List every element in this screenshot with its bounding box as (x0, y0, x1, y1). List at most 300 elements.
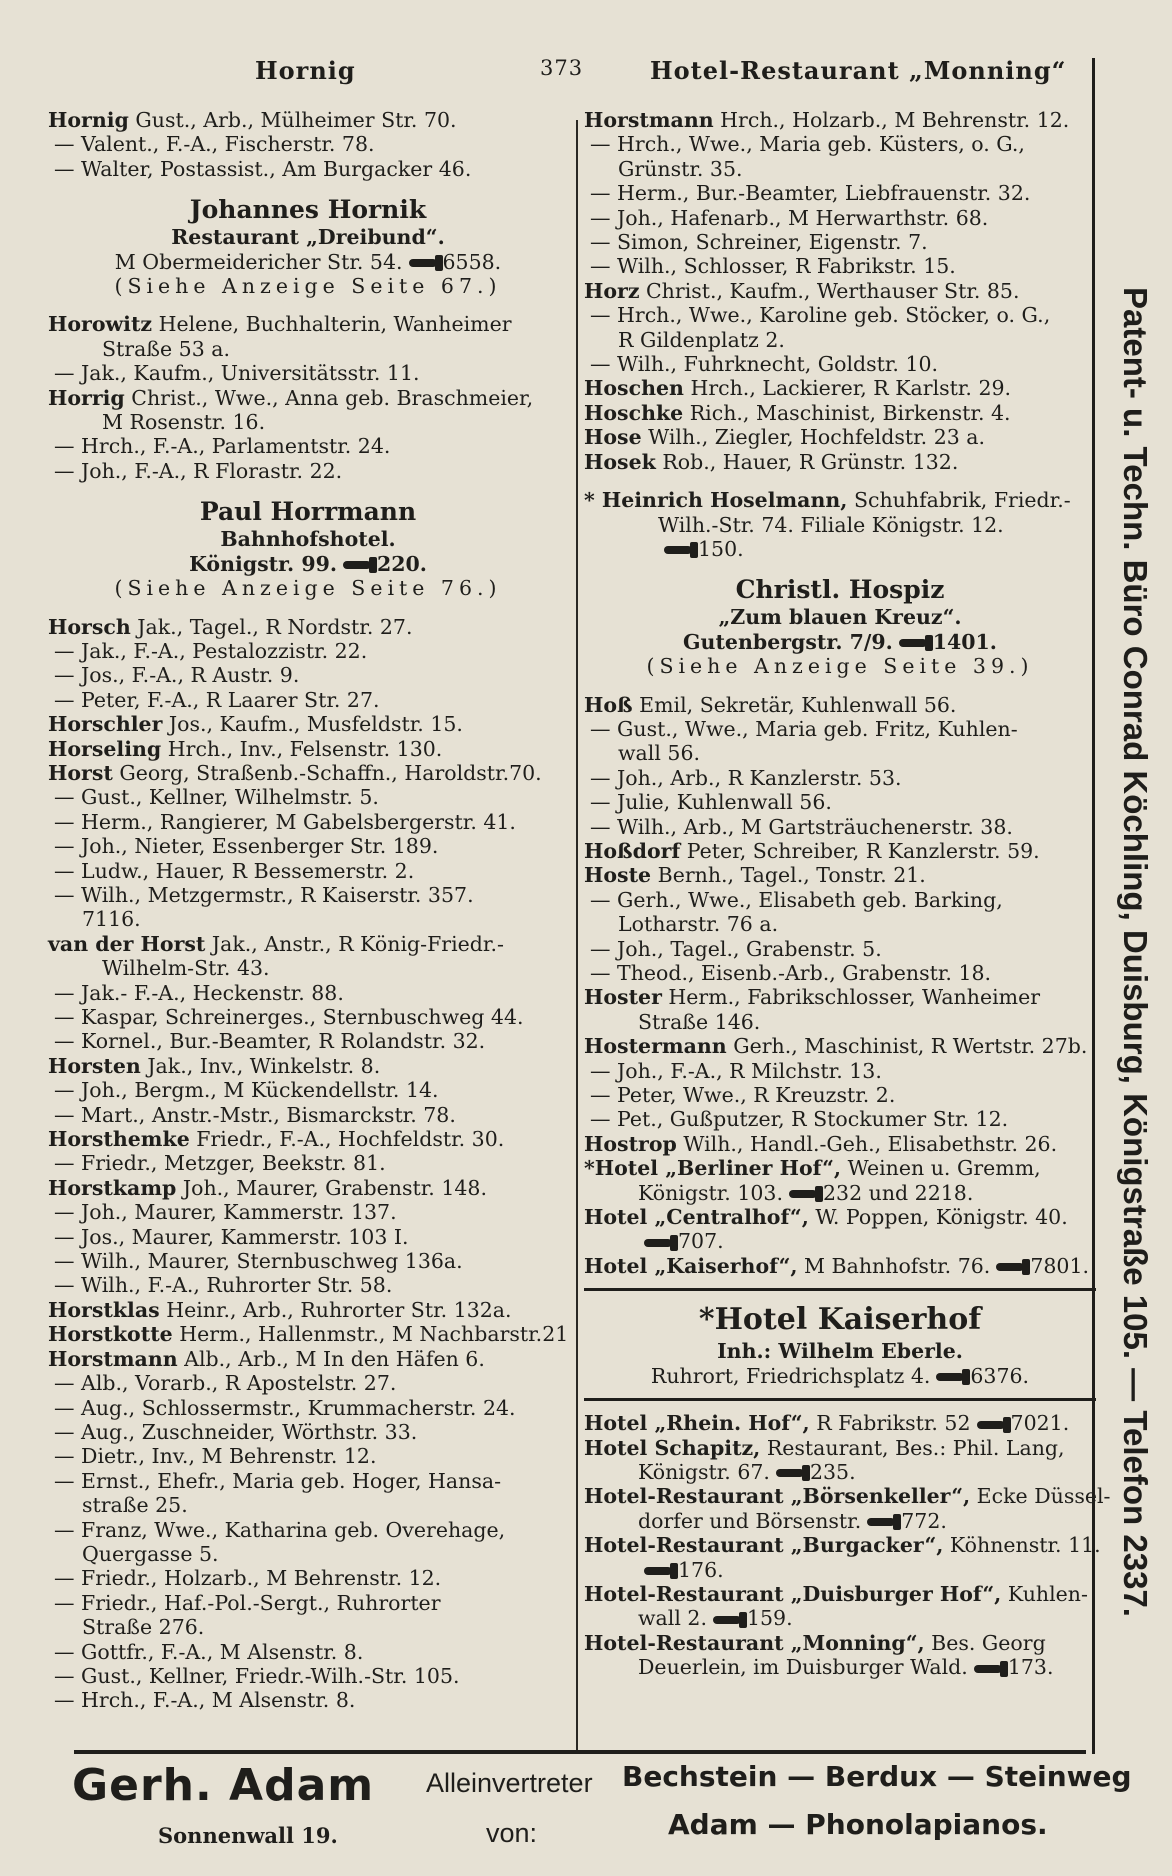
footer-brands-line-2: Adam — Phonolapianos. (668, 1808, 1048, 1841)
entry-text: Joh., Arb., R Kanzlerstr. 53. (610, 765, 902, 790)
entry-text: R Fabrikstr. 52 (809, 1411, 971, 1436)
directory-entry (584, 254, 1096, 278)
directory-entry (584, 401, 1096, 425)
entry-name: Horstkamp (48, 1175, 177, 1200)
directory-entry (48, 663, 568, 687)
entry-name: Hotel „Centralhof“, (584, 1205, 809, 1230)
entry-group-3 (584, 1411, 1111, 1680)
entry-text: Pet., Gußputzer, R Stockumer Str. 12. (610, 1107, 1009, 1132)
directory-entry (48, 834, 568, 858)
directory-entry (48, 883, 568, 932)
ad-phone: 6376. (970, 1363, 1030, 1388)
entry-name: Horstmann (584, 108, 714, 132)
ad-phone: 1401. (932, 629, 997, 654)
entry-text: Jak., Kaufm., Universitätsstr. 11. (74, 361, 420, 386)
directory-entry (48, 132, 568, 156)
entry-name: — (590, 887, 611, 912)
entry-text: Gust., Wwe., Maria geb. Fritz, Kuhlen- (610, 716, 1018, 741)
entry-phone: 176. (678, 1557, 724, 1582)
directory-entry (48, 1225, 568, 1249)
entry-text: Wilh., Fuhrknecht, Goldstr. 10. (610, 352, 939, 377)
directory-entry (48, 785, 568, 809)
directory-entry (48, 1591, 568, 1640)
column-divider (576, 120, 578, 1750)
right-column (584, 108, 1111, 1680)
entry-name: — (54, 1590, 75, 1615)
directory-entry (48, 1640, 568, 1664)
entry-name: — (590, 765, 611, 790)
entry-name: * Heinrich Hoselmann, (584, 488, 848, 513)
entry-text: Wilh., Ziegler, Hochfeldstr. 23 a. (641, 425, 986, 450)
entry-text: Gust., Kellner, Friedr.-Wilh.-Str. 105. (74, 1663, 460, 1688)
footer-address: Sonnenwall 19. (158, 1823, 338, 1848)
entry-name: — (590, 961, 611, 985)
directory-entry (584, 1436, 1096, 1485)
entry-name: — (590, 1058, 611, 1083)
entry-name: Hotel-Restaurant „Burgacker“, (584, 1533, 944, 1558)
entry-name: Hoßdorf (584, 838, 681, 863)
directory-entry (48, 1273, 568, 1297)
entry-text: Rich., Maschinist, Birkenstr. 4. (683, 400, 1011, 425)
entry-name: — (54, 1468, 75, 1493)
directory-entry (48, 1444, 568, 1468)
entry-name: — (54, 809, 75, 834)
directory-entry (48, 1029, 568, 1053)
entry-phone: 159. (746, 1606, 793, 1631)
entry-continuation: Königstr. 67. (638, 1459, 770, 1484)
entry-hoselmann (584, 488, 1096, 561)
entry-name: — (54, 1371, 75, 1396)
entry-text: Jos., F.-A., R Austr. 9. (74, 663, 300, 688)
entry-continuation: straße 25. (82, 1493, 188, 1518)
entry-continuation: Wilhelm-Str. 43. (102, 956, 270, 981)
directory-entry (48, 1176, 568, 1200)
directory-entry (584, 766, 1096, 790)
entry-name: Hostermann (584, 1034, 727, 1059)
entry-name: Hoste (584, 863, 652, 888)
directory-entry (48, 1664, 568, 1688)
entry-name: Hoß (584, 692, 633, 717)
entry-continuation: Königstr. 103. (638, 1180, 783, 1205)
entry-text: Hrch., Wwe., Maria geb. Küsters, o. G., (610, 132, 1025, 157)
entry-group-1 (584, 108, 1096, 474)
telephone-icon (977, 1421, 1005, 1429)
directory-entry (584, 717, 1096, 766)
directory-entry (584, 1156, 1096, 1205)
entry-name: — (54, 834, 75, 859)
telephone-icon (996, 1263, 1024, 1271)
entry-name: — (54, 434, 75, 459)
entry-name: — (54, 1419, 75, 1444)
ad-title: *Hotel Kaiserhof (698, 1302, 982, 1338)
directory-entry (584, 1533, 1101, 1582)
entry-text: Wilh., F.-A., Ruhrorter Str. 58. (74, 1273, 393, 1298)
ad-address: M Obermeidericher Str. 54. (114, 249, 403, 274)
entry-text: Herm., Bur.-Beamter, Liebfrauenstr. 32. (610, 181, 1031, 206)
footer-allein: Alleinvertreter (426, 1768, 593, 1798)
side-advertisement (1106, 172, 1164, 1732)
entry-continuation: wall 2. (638, 1606, 707, 1631)
entry-text: Georg, Straßenb.-Schaffn., Haroldstr.70. (112, 760, 542, 785)
entry-group-2 (48, 312, 568, 483)
entry-name: Hotel „Kaiserhof“, (584, 1253, 798, 1278)
entry-phone: 707. (678, 1229, 724, 1254)
entry-name: — (54, 1102, 75, 1127)
entry-text: Kaspar, Schreinerges., Sternbuschweg 44. (74, 1005, 524, 1029)
entry-group-3 (48, 615, 568, 1713)
ad-reference: (Siehe Anzeige Seite 76.) (114, 576, 502, 601)
entry-name: — (54, 1395, 75, 1420)
entry-text: Hrch., F.-A., M Alsenstr. 8. (74, 1688, 356, 1713)
entry-text: Friedr., F.-A., Hochfeldstr. 30. (189, 1127, 505, 1152)
directory-entry (584, 1582, 1096, 1631)
entry-text: Bes. Georg (924, 1630, 1046, 1655)
entry-text: Joh., F.-A., R Florastr. 22. (74, 458, 343, 483)
directory-entry (48, 1005, 568, 1029)
entry-name: — (54, 785, 75, 810)
entry-text: Bernh., Tagel., Tonstr. 21. (651, 863, 926, 888)
entry-name: — (590, 936, 611, 961)
entry-text: Aug., Schlossermstr., Krummacherstr. 24. (74, 1395, 516, 1420)
entry-text: Helene, Buchhalterin, Wanheimer (152, 312, 512, 337)
ad-hospiz (584, 575, 1096, 678)
telephone-icon (664, 546, 692, 554)
entry-text: Gottfr., F.-A., M Alsenstr. 8. (74, 1639, 364, 1664)
entry-phone: 232 und 2218. (822, 1180, 974, 1205)
ad-subtitle: Restaurant „Dreibund“. (171, 225, 445, 250)
ad-kaiserhof (584, 1301, 1096, 1388)
entry-text: Franz, Wwe., Katharina geb. Overehage, (74, 1517, 506, 1542)
directory-entry (48, 1347, 568, 1371)
directory-entry (584, 1107, 1096, 1131)
footer-brand: Gerh. Adam (72, 1760, 375, 1811)
directory-entry (584, 1631, 1096, 1680)
header-left: Hornig (255, 56, 356, 85)
entry-name: — (590, 132, 611, 157)
entry-continuation: wall 56. (618, 741, 700, 766)
entry-name: — (54, 1005, 75, 1029)
entry-continuation: Deuerlein, im Duisburger Wald. (638, 1655, 968, 1680)
directory-entry (48, 1103, 568, 1127)
directory-entry (584, 1132, 1096, 1156)
entry-text: W. Poppen, Königstr. 40. (808, 1205, 1068, 1230)
entry-text: Christ., Kaufm., Werthauser Str. 85. (639, 278, 1020, 303)
ad-address: Königstr. 99. (189, 551, 337, 576)
entry-name: — (590, 1083, 611, 1108)
directory-entry (584, 1205, 1096, 1254)
entry-text: Weinen u. Gremm, (841, 1156, 1041, 1181)
entry-name: — (54, 1663, 75, 1688)
directory-entry (48, 1127, 568, 1151)
directory-entry (584, 450, 1096, 474)
entry-text: Ludw., Hauer, R Bessemerstr. 2. (74, 858, 415, 883)
ad-rule-bottom (584, 1398, 1096, 1401)
directory-entry (584, 181, 1096, 205)
entry-name: Hotel „Rhein. Hof“, (584, 1411, 810, 1436)
entry-text: Jos., Kaufm., Musfeldstr. 15. (162, 712, 463, 737)
entry-text: Hrch., Inv., Felsenstr. 130. (161, 736, 443, 761)
directory-entry (48, 1151, 568, 1175)
entry-text: Theod., Eisenb.-Arb., Grabenstr. 18. (610, 961, 992, 985)
entry-name: — (54, 858, 75, 883)
entry-name: Horstklas (48, 1297, 160, 1322)
header-right: Hotel-Restaurant „Monning“ (650, 56, 1067, 85)
entry-name: — (590, 352, 611, 377)
directory-entry (48, 1420, 568, 1444)
footer-von: von: (486, 1818, 538, 1848)
directory-entry (584, 937, 1096, 961)
directory-entry (584, 985, 1096, 1034)
entry-text: Valent., F.-A., Fischerstr. 78. (74, 132, 375, 157)
entry-text: Restaurant, Bes.: Phil. Lang, (760, 1435, 1065, 1460)
ad-address: Gutenbergstr. 7/9. (683, 629, 893, 654)
directory-entry (48, 1518, 568, 1567)
entry-name: — (54, 361, 75, 386)
directory-entry (48, 312, 568, 361)
entry-name: — (54, 980, 75, 1005)
entry-text: Hrch., Wwe., Karoline geb. Stöcker, o. G., (610, 303, 1051, 328)
directory-entry (48, 157, 568, 181)
directory-entry (48, 1469, 568, 1518)
entry-name: — (590, 814, 611, 839)
entry-text: Heinr., Arb., Ruhrorter Str. 132a. (159, 1297, 512, 1322)
entry-text: Emil, Sekretär, Kuhlenwall 56. (632, 692, 957, 717)
directory-entry (584, 1254, 1096, 1278)
entry-name: — (590, 1107, 611, 1132)
entry-name: — (590, 790, 611, 815)
entry-text: Joh., Tagel., Grabenstr. 5. (610, 936, 882, 961)
entry-continuation: Quergasse 5. (82, 1541, 219, 1566)
telephone-icon (899, 639, 927, 647)
directory-entry (48, 1322, 568, 1346)
entry-text: Alb., Vorarb., R Apostelstr. 27. (74, 1371, 397, 1396)
entry-name: — (54, 1078, 75, 1103)
entry-group-1 (48, 108, 568, 181)
ad-title: Johannes Hornik (189, 195, 427, 225)
directory-entry (48, 639, 568, 663)
ad-address-line (584, 630, 1096, 654)
directory-entry (48, 712, 568, 736)
entry-name: Horsten (48, 1053, 141, 1078)
directory-entry (48, 1200, 568, 1224)
directory-entry (48, 1298, 568, 1322)
entry-text: Joh., Maurer, Grabenstr. 148. (176, 1175, 487, 1200)
ad-subtitle: Bahnhofshotel. (220, 527, 396, 552)
telephone-icon (713, 1616, 741, 1624)
entry-name: — (54, 638, 75, 663)
entry-phone: 235. (809, 1459, 856, 1484)
entry-name: — (54, 663, 75, 688)
ad-reference: (Siehe Anzeige Seite 67.) (114, 274, 502, 299)
entry-name: Hostrop (584, 1131, 677, 1156)
entry-continuation: Straße 146. (638, 1009, 761, 1034)
directory-entry (584, 376, 1096, 400)
directory-entry (584, 279, 1096, 303)
ad-address-line (584, 1364, 1096, 1388)
entry-text: Joh., Maurer, Kammerstr. 137. (74, 1200, 397, 1225)
ad-address-line (48, 552, 568, 576)
entry-continuation: Straße 276. (82, 1615, 205, 1640)
entry-text: Peter, F.-A., R Laarer Str. 27. (74, 687, 380, 712)
entry-name: — (54, 1517, 75, 1542)
directory-entry (584, 1411, 1096, 1435)
entry-text: Peter, Wwe., R Kreuzstr. 2. (610, 1083, 896, 1108)
telephone-icon (867, 1518, 895, 1526)
entry-phone: 7801. (1030, 1253, 1090, 1278)
entry-name: Horrig (48, 385, 125, 410)
entry-text: Joh., Nieter, Essenberger Str. 189. (74, 834, 439, 859)
entry-text: Walter, Postassist., Am Burgacker 46. (74, 156, 472, 181)
directory-entry (48, 434, 568, 458)
ad-subtitle: Inh.: Wilhelm Eberle. (717, 1339, 963, 1364)
entry-text: Peter, Schreiber, R Kanzlerstr. 59. (680, 838, 1040, 863)
telephone-icon (936, 1373, 964, 1381)
entry-name: — (54, 1273, 75, 1298)
entry-name: — (590, 230, 611, 255)
entry-phone: 150. (698, 536, 744, 561)
entry-text: Dietr., Inv., M Behrenstr. 12. (74, 1444, 377, 1469)
directory-entry (584, 693, 1096, 717)
directory-entry (48, 386, 568, 435)
directory-entry (48, 1371, 568, 1395)
entry-text: Gust., Arb., Mülheimer Str. 70. (128, 108, 457, 132)
directory-entry (48, 1249, 568, 1273)
entry-name: — (54, 882, 75, 907)
directory-entry (584, 303, 1096, 352)
entry-name: — (54, 1249, 75, 1274)
telephone-icon (974, 1665, 1002, 1673)
entry-text: Joh., F.-A., R Milchstr. 13. (610, 1058, 882, 1083)
entry-name: Horowitz (48, 312, 153, 337)
entry-text: Ernst., Ehefr., Maria geb. Hoger, Hansa- (74, 1468, 502, 1493)
entry-text: M Bahnhofstr. 76. (797, 1253, 991, 1278)
entry-name: Horsch (48, 614, 131, 639)
entry-text: Friedr., Metzger, Beekstr. 81. (74, 1151, 386, 1176)
directory-entry (48, 1396, 568, 1420)
entry-name: Hotel-Restaurant „Börsenkeller“, (584, 1484, 971, 1509)
entry-text: Jak., F.-A., Pestalozzistr. 22. (74, 638, 368, 663)
entry-text: Julie, Kuhlenwall 56. (610, 790, 832, 815)
directory-entry (48, 615, 568, 639)
directory-entry (48, 1078, 568, 1102)
entry-name: Hoschke (584, 400, 684, 425)
directory-entry (48, 1054, 568, 1078)
entry-name: — (54, 1688, 75, 1713)
ad-address: Ruhrort, Friedrichsplatz 4. (650, 1363, 931, 1388)
entry-name: Hornig (48, 108, 129, 132)
directory-entry (48, 761, 568, 785)
entry-text: Jos., Maurer, Kammerstr. 103 I. (74, 1224, 409, 1249)
entry-text: Wilh., Handl.-Geh., Elisabethstr. 26. (676, 1131, 1058, 1156)
entry-name: Horstkotte (48, 1322, 173, 1347)
ad-horrmann (48, 497, 568, 600)
entry-text: Herm., Hallenmstr., M Nachbarstr.21 (172, 1322, 569, 1347)
page-number: 373 (540, 56, 584, 80)
directory-entry (584, 961, 1096, 985)
entry-text: Hrch., F.-A., Parlamentstr. 24. (74, 434, 391, 459)
telephone-icon (644, 1239, 672, 1247)
entry-text: Rob., Hauer, R Grünstr. 132. (655, 449, 959, 474)
ad-phone: 6558. (442, 249, 502, 274)
entry-continuation: R Gildenplatz 2. (618, 327, 785, 352)
telephone-icon (776, 1469, 804, 1477)
directory-entry (48, 1566, 568, 1590)
directory-entry (584, 206, 1096, 230)
entry-text: Friedr., Holzarb., M Behrenstr. 12. (74, 1566, 442, 1591)
directory-entry (584, 425, 1096, 449)
ad-address-line (48, 250, 568, 274)
entry-name: — (54, 1151, 75, 1176)
ad-title: Christl. Hospiz (735, 575, 945, 605)
directory-entry (48, 108, 568, 132)
entry-name: Hose (584, 425, 642, 450)
entry-name: *Hotel „Berliner Hof“, (584, 1156, 842, 1181)
directory-entry (48, 932, 568, 981)
entry-text: Gerh., Maschinist, R Wertstr. 27b. (726, 1034, 1088, 1059)
telephone-icon (409, 259, 437, 267)
entry-name: Hotel Schapitz, (584, 1435, 761, 1460)
entry-name: Horschler (48, 712, 163, 737)
footer-brands-line: Bechstein — Berdux — Steinweg (622, 1760, 1132, 1793)
directory-entry (584, 790, 1096, 814)
directory-entry (48, 688, 568, 712)
entry-text: Joh., Hafenarb., M Herwarthstr. 68. (610, 205, 989, 230)
directory-entry (584, 1083, 1096, 1107)
side-ad-text: Patent- u. Techn. Büro Conrad Köchling, Duisburg, Königstraße 105. — Telefon 2337. (1117, 287, 1154, 1617)
entry-name: van der Horst (48, 931, 206, 956)
entry-text: Simon, Schreiner, Eigenstr. 7. (610, 230, 928, 255)
entry-name: Hoschen (584, 376, 684, 401)
entry-name: — (54, 687, 75, 712)
entry-continuation: Straße 53 a. (102, 336, 230, 361)
telephone-icon (343, 561, 371, 569)
entry-name: — (54, 132, 75, 157)
directory-entry (584, 1059, 1096, 1083)
entry-name: — (590, 716, 611, 741)
entry-text: Kornel., Bur.-Beamter, R Rolandstr. 32. (74, 1029, 486, 1054)
entry-name: — (590, 181, 611, 206)
entry-text: Friedr., Haf.-Pol.-Sergt., Ruhrorter (74, 1590, 441, 1615)
directory-entry (584, 132, 1096, 181)
entry-text: Schuhfabrik, Friedr.- (847, 488, 1071, 513)
directory-entry (584, 888, 1096, 937)
entry-text: Gust., Kellner, Wilhelmstr. 5. (74, 785, 379, 810)
entry-text: Wilh., Metzgermstr., R Kaiserstr. 357. (74, 882, 474, 907)
ad-hornik (48, 195, 568, 298)
ad-subtitle: „Zum blauen Kreuz“. (718, 605, 962, 630)
entry-text: Wilh., Arb., M Gartsträuchenerstr. 38. (610, 814, 1013, 839)
directory-entry (48, 361, 568, 385)
entry-name: Horst (48, 760, 113, 785)
entry-group-2 (584, 693, 1096, 1279)
entry-text: Wilh., Schlosser, R Fabrikstr. 15. (610, 254, 956, 279)
directory-entry (584, 815, 1096, 839)
entry-text: Jak., Tagel., R Nordstr. 27. (130, 614, 413, 639)
entry-name: — (590, 303, 611, 328)
entry-text: Hrch., Holzarb., M Behrenstr. 12. (713, 108, 1070, 132)
entry-name: Hotel-Restaurant „Monning“, (584, 1630, 925, 1655)
entry-name: — (54, 156, 75, 181)
entry-name: — (54, 1444, 75, 1469)
entry-name: — (54, 1566, 75, 1591)
directory-entry (48, 859, 568, 883)
telephone-icon (644, 1567, 672, 1575)
directory-entry (48, 737, 568, 761)
directory-entry (584, 108, 1096, 132)
directory-entry (48, 981, 568, 1005)
entry-name: — (590, 205, 611, 230)
entry-text: Jak., Inv., Winkelstr. 8. (140, 1053, 381, 1078)
